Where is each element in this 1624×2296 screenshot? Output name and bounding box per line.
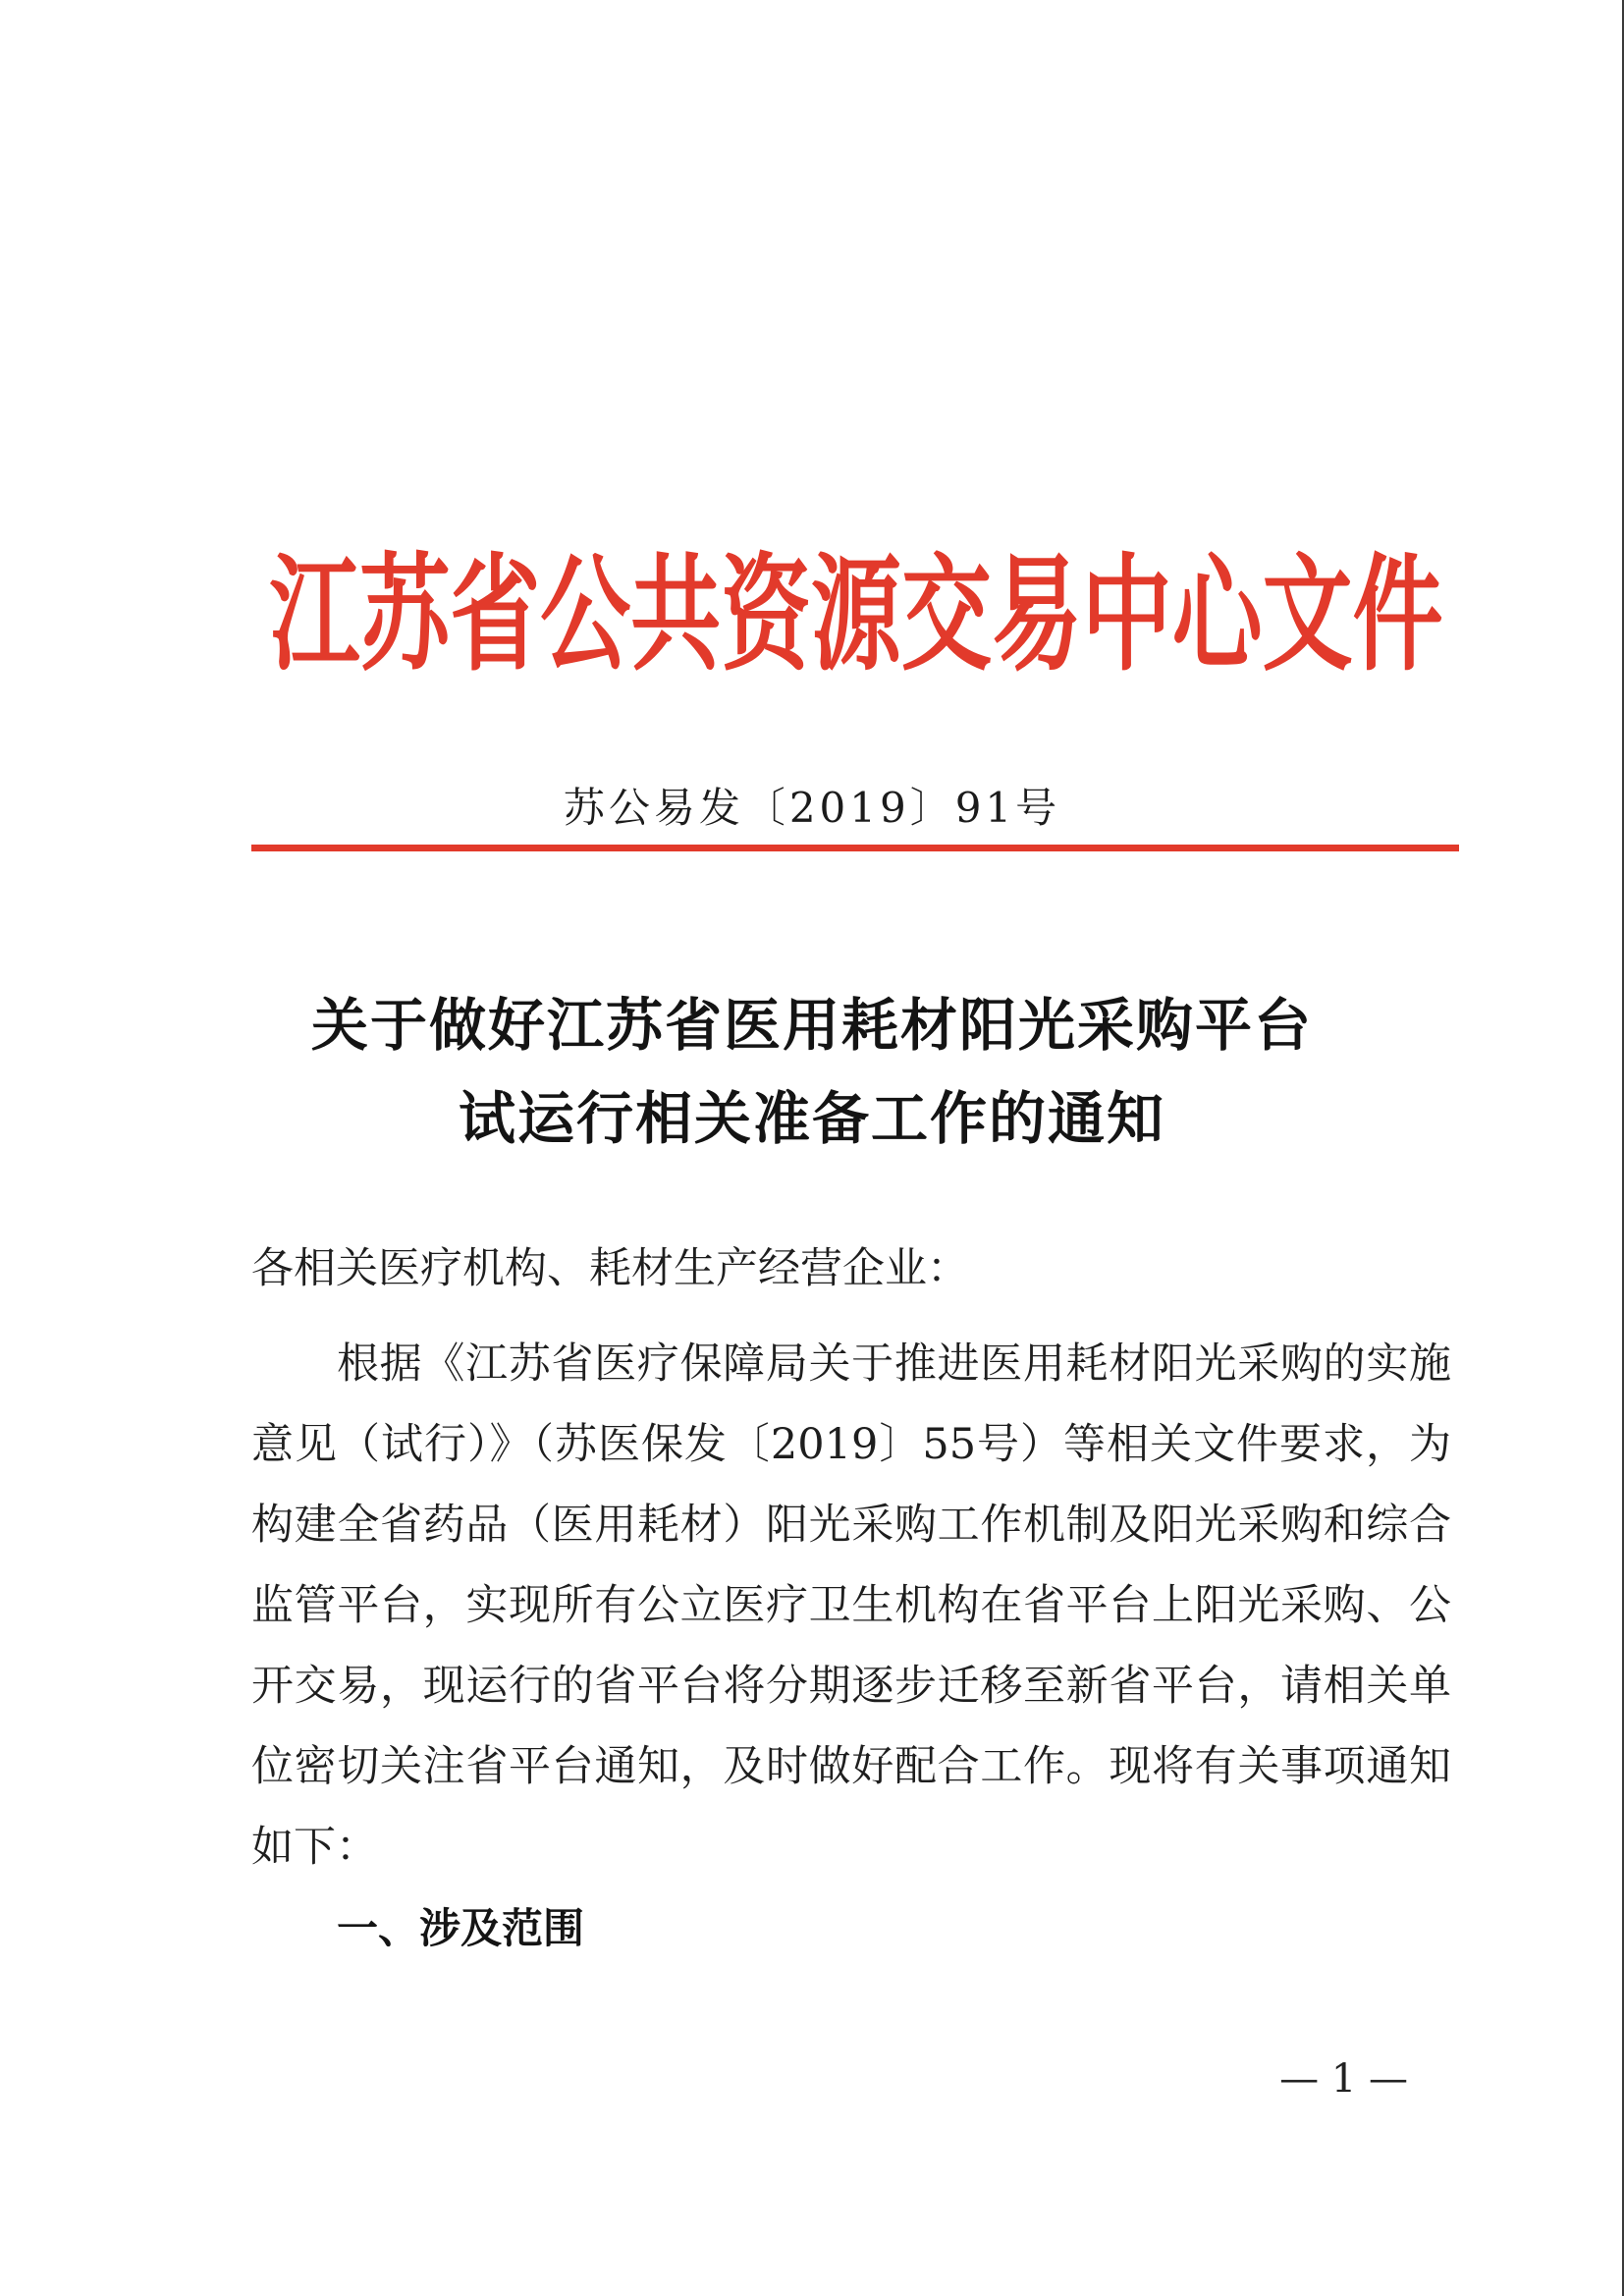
page-number-text: — 1 — — [1279, 2056, 1408, 2102]
body-line-2: 意见（试行）》（苏医保发〔2019〕55号）等相关文件要求，为 — [251, 1420, 1451, 1469]
masthead — [265, 516, 1448, 692]
notice-title-line-2: 试运行相关准备工作的通知 — [458, 1085, 1165, 1152]
body-line-5: 开交易，现运行的省平台将分期逐步迁移至新省平台，请相关单 — [251, 1662, 1451, 1711]
body-line-1: 根据《江苏省医疗保障局关于推进医用耗材阳光采购的实施 — [337, 1339, 1451, 1389]
body-line-7: 如下： — [251, 1823, 378, 1872]
body-line-6: 位密切关注省平台通知，及时做好配合工作。现将有关事项通知 — [251, 1742, 1451, 1791]
section-heading-scope: 一、涉及范围 — [337, 1904, 585, 1952]
salutation: 各相关医疗机构、耗材生产经营企业： — [251, 1244, 969, 1293]
masthead-svg — [265, 516, 1448, 692]
body-line-3: 构建全省药品（医用耗材）阳光采购工作机制及阳光采购和综合 — [251, 1501, 1451, 1550]
red-divider-rule — [251, 845, 1459, 851]
document-number: 苏公易发〔2019〕91号 — [563, 784, 1061, 832]
body-line-4: 监管平台，实现所有公立医疗卫生机构在省平台上阳光采购、公 — [251, 1581, 1451, 1630]
notice-title-line-1: 关于做好江苏省医用耗材阳光采购平台 — [310, 992, 1313, 1059]
masthead-title: 江苏省公共资源交易中心文件 — [269, 542, 1443, 688]
